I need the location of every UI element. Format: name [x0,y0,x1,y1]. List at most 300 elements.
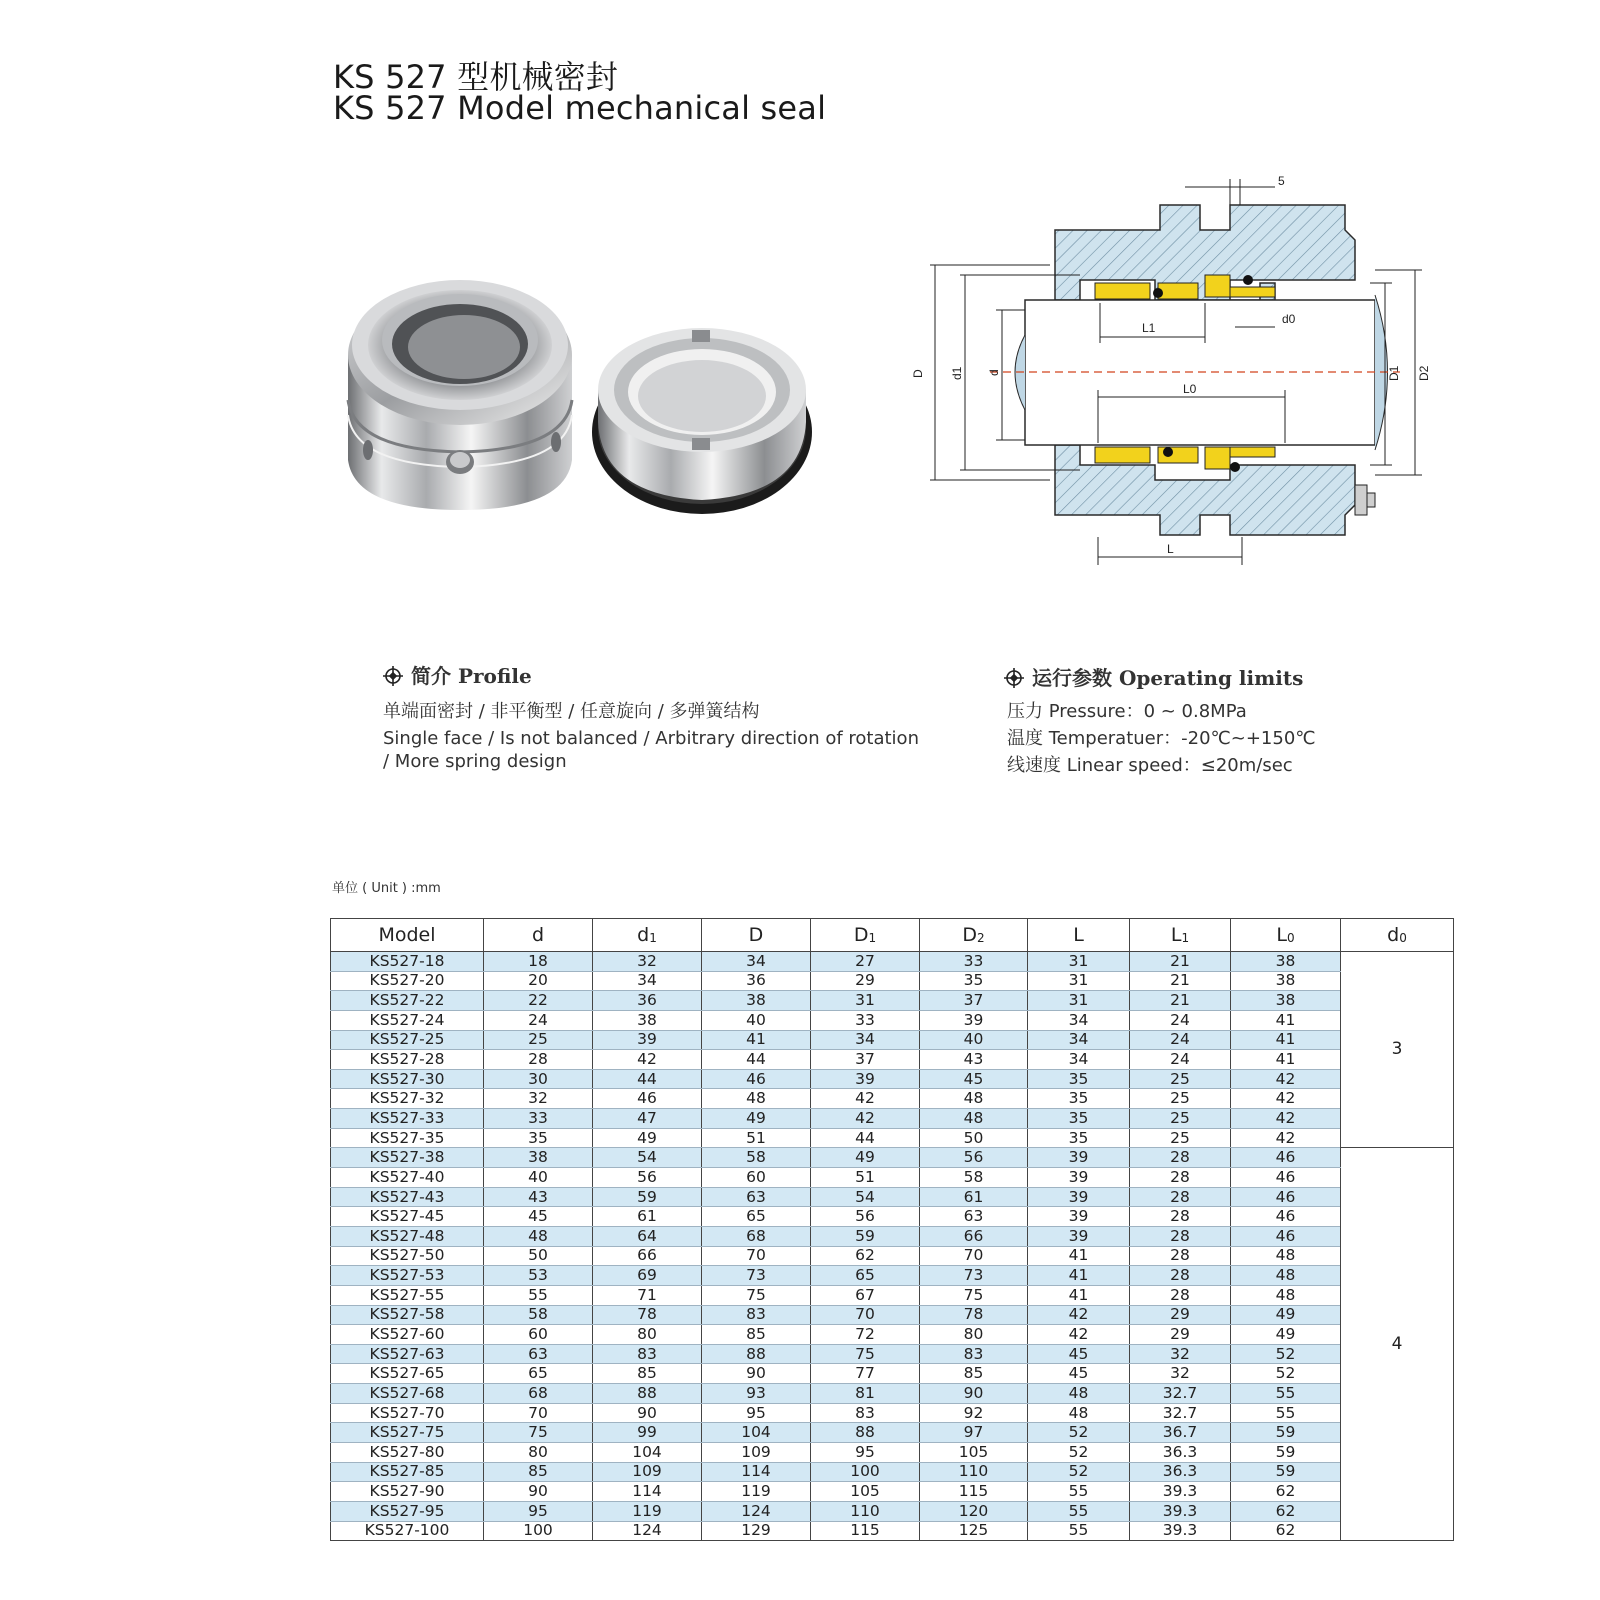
table-cell: 42 [1231,1109,1341,1129]
table-cell: 21 [1130,971,1231,991]
table-cell: 33 [811,1010,920,1030]
table-cell: 104 [593,1443,702,1463]
table-cell: 69 [593,1266,702,1286]
operating-text [1007,698,1316,779]
table-cell: 83 [593,1344,702,1364]
column-header [1130,919,1231,952]
product-photo [340,160,860,540]
table-cell: 51 [702,1128,811,1148]
table-cell: KS527-100 [331,1521,484,1541]
table-cell: 88 [593,1384,702,1404]
table-row [331,1521,1454,1541]
table-cell: 40 [702,1010,811,1030]
table-cell: KS527-35 [331,1128,484,1148]
table-cell: 55 [1231,1384,1341,1404]
column-header-main: L [1073,924,1084,946]
dim-L1: L1 [1142,321,1156,335]
table-cell: 60 [702,1168,811,1188]
table-cell: 32 [1130,1344,1231,1364]
column-header-sub: 1 [868,931,877,945]
table-cell: 46 [702,1069,811,1089]
column-header [593,919,702,952]
table-row [331,1069,1454,1089]
table-cell: 53 [484,1266,593,1286]
table-cell: 38 [1231,952,1341,972]
table-cell: 65 [702,1207,811,1227]
column-header [1231,919,1341,952]
column-header [1028,919,1130,952]
table-cell: 24 [1130,1010,1231,1030]
table-cell: 62 [1231,1521,1341,1541]
table-cell: 20 [484,971,593,991]
table-cell: 85 [920,1364,1028,1384]
page-title-en: KS 527 Model mechanical seal [333,89,827,127]
table-cell: 31 [811,991,920,1011]
table-cell: 34 [811,1030,920,1050]
table-cell: 81 [811,1384,920,1404]
table-cell: KS527-18 [331,952,484,972]
table-cell: 50 [484,1246,593,1266]
table-row [331,991,1454,1011]
table-cell: 42 [593,1050,702,1070]
table-cell: 114 [702,1462,811,1482]
operating-heading-en: Operating limits [1118,666,1304,690]
profile-heading-en: Profile [457,664,532,688]
table-cell: 35 [1028,1128,1130,1148]
table-cell: KS527-32 [331,1089,484,1109]
table-cell: 39 [920,1010,1028,1030]
table-cell: 48 [1231,1266,1341,1286]
table-cell: 104 [702,1423,811,1443]
table-cell: 55 [484,1285,593,1305]
table-cell: 62 [1231,1501,1341,1521]
table-cell: 52 [1028,1462,1130,1482]
table-cell: 35 [484,1128,593,1148]
table-row [331,1109,1454,1129]
profile-heading-cn: 简介 [411,664,451,688]
table-cell: 28 [1130,1207,1231,1227]
table-row [331,1501,1454,1521]
table-cell: 41 [702,1030,811,1050]
profile-heading [383,660,532,689]
table-row [331,1285,1454,1305]
table-cell: KS527-20 [331,971,484,991]
table-cell: 80 [593,1325,702,1345]
table-cell: 42 [1028,1325,1130,1345]
table-cell: KS527-40 [331,1168,484,1188]
table-cell: 39 [1028,1168,1130,1188]
table-cell: 80 [484,1443,593,1463]
table-cell: 83 [920,1344,1028,1364]
table-cell: 32.7 [1130,1384,1231,1404]
table-cell: 90 [593,1403,702,1423]
table-cell: 38 [702,991,811,1011]
table-cell: 51 [811,1168,920,1188]
table-cell: 85 [484,1462,593,1482]
table-cell: 54 [593,1148,702,1168]
table-cell: 75 [484,1423,593,1443]
table-cell: 83 [811,1403,920,1423]
dim-D1: D1 [1387,365,1401,381]
table-cell: 49 [702,1109,811,1129]
table-row [331,971,1454,991]
table-cell: 125 [920,1521,1028,1541]
table-cell: 31 [1028,952,1130,972]
table-cell: 50 [920,1128,1028,1148]
table-cell: 39 [811,1069,920,1089]
table-cell: 119 [702,1482,811,1502]
table-row [331,1266,1454,1286]
table-cell: 95 [702,1403,811,1423]
table-cell: 119 [593,1501,702,1521]
table-cell: 109 [593,1462,702,1482]
table-cell: 55 [1028,1521,1130,1541]
table-row [331,1403,1454,1423]
table-cell: 43 [484,1187,593,1207]
table-cell: 38 [1231,991,1341,1011]
table-cell: 52 [1231,1364,1341,1384]
table-cell: 41 [1231,1030,1341,1050]
table-cell: 71 [593,1285,702,1305]
d0-group-cell: 3 [1341,952,1454,1148]
speed-line: 线速度 Linear speed：≤20m/sec [1007,755,1293,776]
column-header-sub: 0 [1286,931,1295,945]
table-cell: 97 [920,1423,1028,1443]
column-header [1341,919,1454,952]
table-cell: 105 [920,1443,1028,1463]
table-cell: 25 [1130,1128,1231,1148]
rotating-seal-image [348,280,572,510]
table-cell: 95 [484,1501,593,1521]
table-cell: 33 [920,952,1028,972]
table-cell: 28 [1130,1246,1231,1266]
dim-D2: D2 [1417,365,1431,381]
table-cell: KS527-70 [331,1403,484,1423]
table-cell: 83 [702,1305,811,1325]
table-cell: 31 [1028,991,1130,1011]
table-cell: 49 [811,1148,920,1168]
table-cell: 115 [920,1482,1028,1502]
table-cell: 40 [920,1030,1028,1050]
table-cell: 70 [920,1246,1028,1266]
table-cell: 129 [702,1521,811,1541]
table-cell: 35 [1028,1089,1130,1109]
table-cell: 77 [811,1364,920,1384]
table-cell: 67 [811,1285,920,1305]
table-cell: 40 [484,1168,593,1188]
table-cell: 75 [702,1285,811,1305]
table-cell: 34 [702,952,811,972]
table-cell: 39 [593,1030,702,1050]
table-cell: 61 [593,1207,702,1227]
table-cell: 48 [1231,1246,1341,1266]
table-cell: 95 [811,1443,920,1463]
table-cell: 109 [702,1443,811,1463]
stationary-seat-image [592,328,812,514]
table-cell: KS527-30 [331,1069,484,1089]
table-cell: KS527-65 [331,1364,484,1384]
table-cell: 29 [811,971,920,991]
table-cell: 52 [1028,1443,1130,1463]
column-header-main: D [853,924,869,946]
table-cell: 38 [593,1010,702,1030]
table-header-row [331,919,1454,952]
table-cell: 56 [811,1207,920,1227]
table-cell: 48 [1231,1285,1341,1305]
table-cell: 48 [1028,1403,1130,1423]
table-cell: 120 [920,1501,1028,1521]
table-cell: 39 [1028,1187,1130,1207]
table-cell: 78 [920,1305,1028,1325]
table-cell: 42 [811,1089,920,1109]
table-cell: 18 [484,952,593,972]
table-cell: KS527-90 [331,1482,484,1502]
table-cell: 59 [1231,1423,1341,1443]
table-cell: KS527-80 [331,1443,484,1463]
table-cell: 75 [811,1344,920,1364]
table-cell: 36.7 [1130,1423,1231,1443]
table-cell: 28 [1130,1168,1231,1188]
table-cell: 44 [702,1050,811,1070]
table-cell: 46 [1231,1187,1341,1207]
table-cell: 42 [811,1109,920,1129]
table-cell: 68 [484,1384,593,1404]
table-cell: 68 [702,1226,811,1246]
table-cell: 66 [593,1246,702,1266]
table-row [331,1462,1454,1482]
table-cell: 55 [1028,1482,1130,1502]
table-cell: 28 [1130,1285,1231,1305]
table-cell: KS527-38 [331,1148,484,1168]
table-cell: 61 [920,1187,1028,1207]
table-cell: KS527-85 [331,1462,484,1482]
table-cell: 32 [1130,1364,1231,1384]
pressure-line: 压力 Pressure：0 ~ 0.8MPa [1007,701,1247,722]
table-cell: 63 [920,1207,1028,1227]
table-cell: 44 [811,1128,920,1148]
table-cell: 43 [920,1050,1028,1070]
table-cell: 30 [484,1069,593,1089]
table-cell: 39.3 [1130,1521,1231,1541]
column-header-sub: 0 [1399,931,1407,945]
spec-table [330,918,1454,1541]
table-cell: 35 [1028,1069,1130,1089]
table-cell: 44 [593,1069,702,1089]
table-cell: 54 [811,1187,920,1207]
table-cell: 47 [593,1109,702,1129]
table-cell: 32.7 [1130,1403,1231,1423]
table-cell: KS527-63 [331,1344,484,1364]
profile-line-en1: Single face / Is not balanced / Arbitrary direction of rotation [383,728,919,749]
table-cell: 45 [1028,1344,1130,1364]
table-cell: 31 [1028,971,1130,991]
table-cell: 39.3 [1130,1482,1231,1502]
table-cell: KS527-45 [331,1207,484,1227]
table-cell: 46 [1231,1148,1341,1168]
table-cell: 60 [484,1325,593,1345]
table-row [331,1128,1454,1148]
table-cell: 56 [593,1168,702,1188]
table-row [331,1207,1454,1227]
table-cell: 58 [484,1305,593,1325]
table-cell: 90 [484,1482,593,1502]
dim-d: d [987,369,1001,376]
table-cell: 65 [811,1266,920,1286]
table-cell: 88 [811,1423,920,1443]
table-cell: 28 [1130,1148,1231,1168]
crosshair-bullet-icon [1004,668,1024,688]
table-cell: 35 [920,971,1028,991]
table-cell: 110 [811,1501,920,1521]
table-cell: KS527-58 [331,1305,484,1325]
table-cell: 25 [1130,1089,1231,1109]
table-cell: 88 [702,1344,811,1364]
table-cell: 42 [1028,1305,1130,1325]
table-row [331,1246,1454,1266]
table-cell: 56 [920,1148,1028,1168]
table-cell: 38 [484,1148,593,1168]
table-cell: KS527-55 [331,1285,484,1305]
crosshair-bullet-icon [383,666,403,686]
dim-D: D [911,369,925,378]
table-cell: 62 [1231,1482,1341,1502]
table-cell: 46 [1231,1207,1341,1227]
table-row [331,1384,1454,1404]
table-cell: 37 [920,991,1028,1011]
table-cell: 73 [920,1266,1028,1286]
table-cell: 48 [920,1109,1028,1129]
table-row [331,1089,1454,1109]
table-cell: 85 [702,1325,811,1345]
table-cell: KS527-95 [331,1501,484,1521]
profile-text [383,698,919,775]
table-row [331,1148,1454,1168]
table-cell: KS527-48 [331,1226,484,1246]
table-cell: 78 [593,1305,702,1325]
table-cell: 70 [702,1246,811,1266]
table-cell: 90 [702,1364,811,1384]
column-header-main: d [637,924,650,946]
table-cell: 59 [811,1226,920,1246]
table-cell: 124 [593,1521,702,1541]
table-cell: 93 [702,1384,811,1404]
table-cell: 59 [1231,1462,1341,1482]
dim-five: 5 [1278,174,1285,188]
table-cell: 114 [593,1482,702,1502]
table-cell: 62 [811,1246,920,1266]
column-header-main: L [1276,924,1287,946]
column-header-sub: 1 [1181,931,1190,945]
column-header-main: D [962,924,977,946]
table-cell: 100 [484,1521,593,1541]
column-header-main: d [531,924,545,946]
table-cell: 21 [1130,991,1231,1011]
table-cell: 34 [1028,1010,1130,1030]
table-cell: 25 [484,1030,593,1050]
table-cell: 48 [702,1089,811,1109]
column-header-main: d [1387,924,1400,946]
table-cell: 41 [1231,1010,1341,1030]
table-row [331,1168,1454,1188]
table-cell: 36.3 [1130,1443,1231,1463]
table-cell: 80 [920,1325,1028,1345]
table-cell: 70 [811,1305,920,1325]
table-row [331,1187,1454,1207]
table-cell: 52 [1231,1344,1341,1364]
column-header [484,919,593,952]
table-cell: 28 [484,1050,593,1070]
table-cell: KS527-68 [331,1384,484,1404]
dim-d0: d0 [1282,312,1296,326]
dim-L0: L0 [1183,382,1197,396]
table-cell: 63 [484,1344,593,1364]
column-header-sub: 1 [649,931,657,945]
table-cell: 29 [1130,1325,1231,1345]
table-row [331,1305,1454,1325]
table-cell: 46 [1231,1168,1341,1188]
table-cell: 34 [1028,1030,1130,1050]
table-cell: 24 [1130,1050,1231,1070]
table-cell: 49 [593,1128,702,1148]
table-cell: 115 [811,1521,920,1541]
table-cell: 58 [702,1148,811,1168]
table-cell: 55 [1231,1403,1341,1423]
table-cell: 48 [1028,1384,1130,1404]
table-cell: 32 [593,952,702,972]
table-cell: 36 [593,991,702,1011]
temperature-line: 温度 Temperatuer：-20℃~+150℃ [1007,728,1316,749]
table-cell: 70 [484,1403,593,1423]
table-cell: KS527-53 [331,1266,484,1286]
table-cell: 124 [702,1501,811,1521]
table-row [331,1226,1454,1246]
table-cell: 42 [1231,1089,1341,1109]
table-cell: 100 [811,1462,920,1482]
table-cell: 41 [1231,1050,1341,1070]
table-cell: 92 [920,1403,1028,1423]
table-cell: 45 [1028,1364,1130,1384]
table-cell: 42 [1231,1128,1341,1148]
table-row [331,1423,1454,1443]
column-header-main: D [748,924,764,946]
table-cell: 37 [811,1050,920,1070]
d0-group-cell: 4 [1341,1148,1454,1541]
table-row [331,1364,1454,1384]
table-cell: 45 [920,1069,1028,1089]
table-row [331,1010,1454,1030]
table-cell: 39 [1028,1207,1130,1227]
table-cell: 41 [1028,1266,1130,1286]
table-cell: 42 [1231,1069,1341,1089]
table-cell: 49 [1231,1305,1341,1325]
table-cell: 25 [1130,1109,1231,1129]
table-cell: KS527-22 [331,991,484,1011]
table-cell: 48 [920,1089,1028,1109]
table-cell: 75 [920,1285,1028,1305]
table-cell: 66 [920,1226,1028,1246]
table-row [331,1030,1454,1050]
column-header [702,919,811,952]
table-cell: 41 [1028,1246,1130,1266]
table-cell: 48 [484,1226,593,1246]
table-cell: 64 [593,1226,702,1246]
table-cell: 32 [484,1089,593,1109]
table-cell: 36 [702,971,811,991]
table-cell: 63 [702,1187,811,1207]
table-cell: 65 [484,1364,593,1384]
table-cell: 59 [1231,1443,1341,1463]
operating-heading-cn: 运行参数 [1032,666,1112,690]
